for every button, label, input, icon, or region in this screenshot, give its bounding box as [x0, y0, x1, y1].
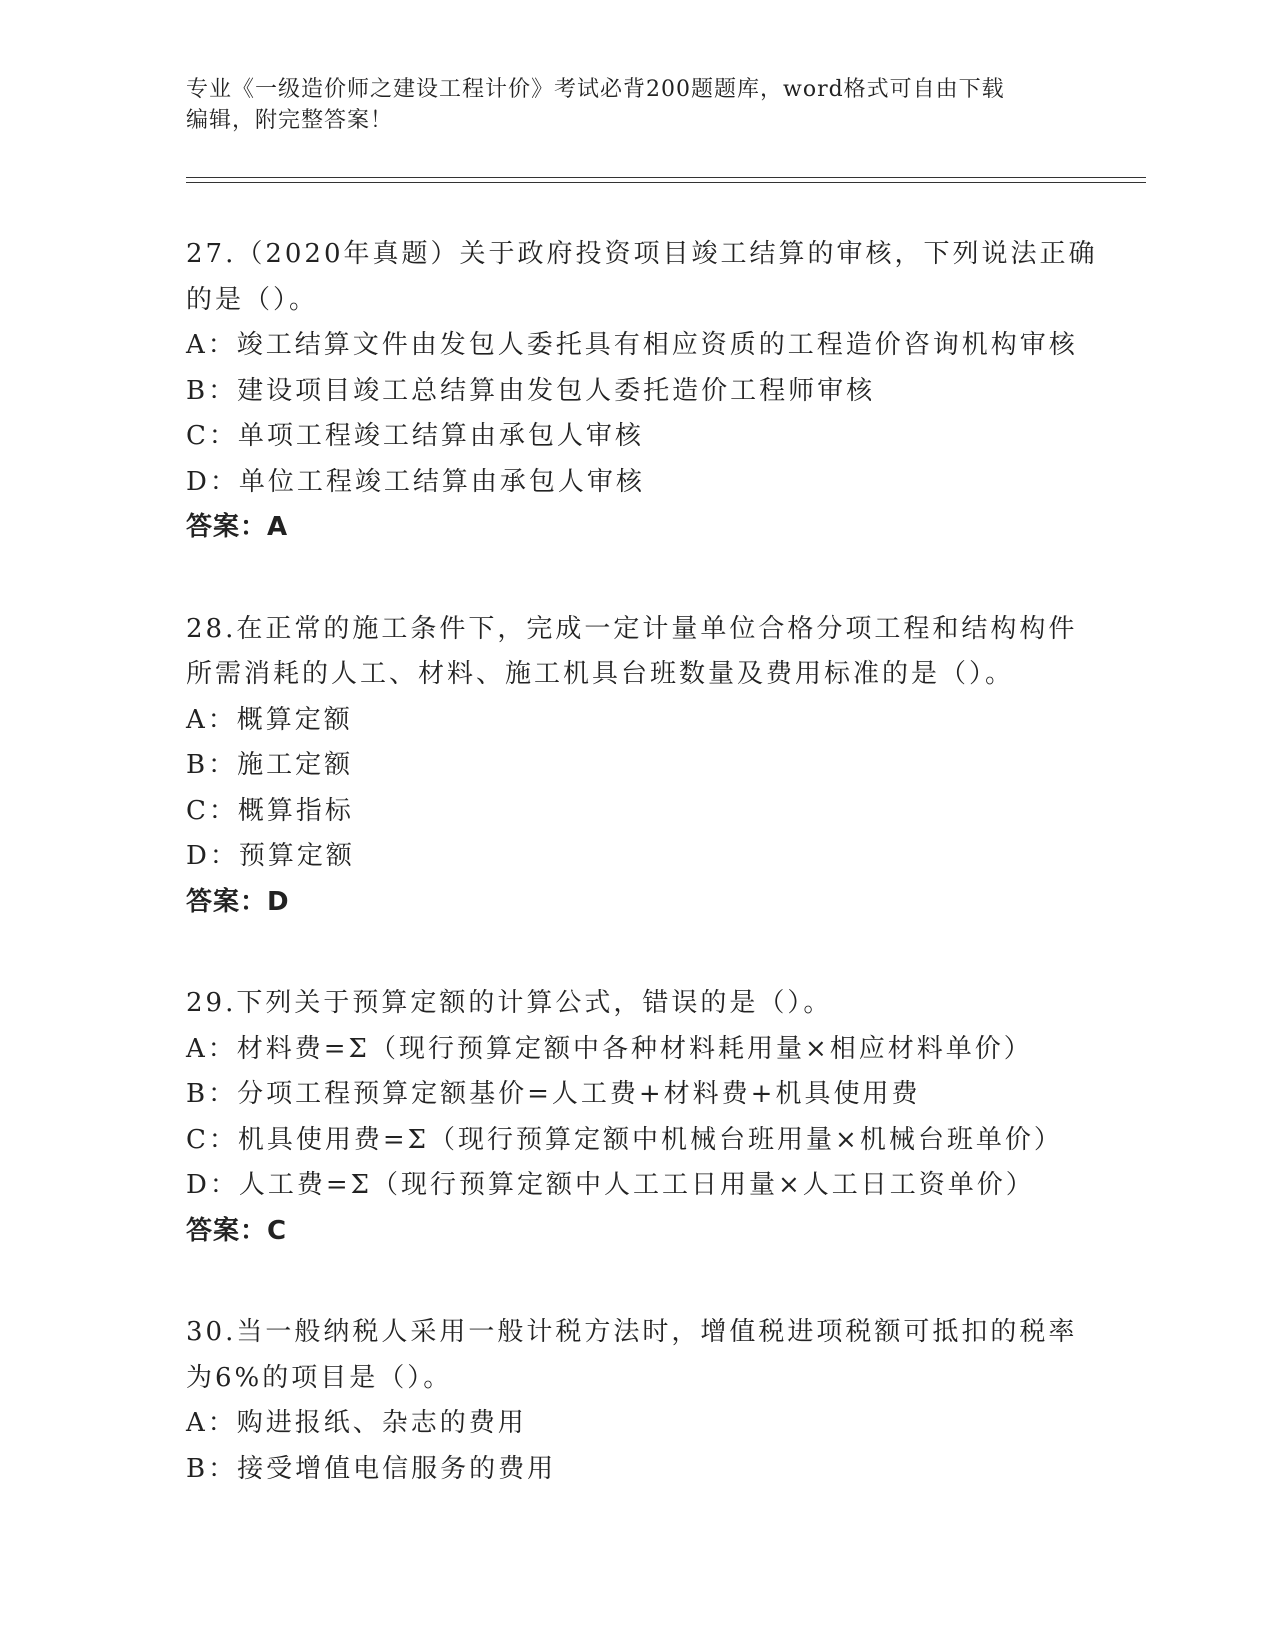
answer-label: 答案：D: [186, 886, 290, 917]
option-a: A：购进报纸、杂志的费用: [186, 1408, 527, 1438]
option-d: D：单位工程竣工结算由承包人审核: [186, 466, 645, 497]
header-text-line-1: 专业《一级造价师之建设工程计价》考试必背200题题库，word格式可自由下载: [186, 77, 1005, 102]
option-c: C：概算指标: [186, 795, 354, 826]
question-stem-line: 30.当一般纳税人采用一般计税方法时，增值税进项税额可抵扣的税率: [186, 1317, 1078, 1347]
option-b: B：分项工程预算定额基价=人工费+材料费+机具使用费: [186, 1079, 921, 1109]
question-30: [186, 1310, 1086, 1492]
option-b: B：施工定额: [186, 750, 354, 780]
question-27: [186, 232, 1098, 551]
option-a: A：概算定额: [186, 704, 353, 735]
option-b: B：接受增值电信服务的费用: [186, 1453, 557, 1484]
question-stem-line: 的是（）。: [186, 284, 319, 315]
question-28: [186, 607, 1086, 926]
document-header: [186, 74, 1086, 136]
question-stem-line: 为6%的项目是（）。: [186, 1362, 453, 1393]
question-stem-line: 所需消耗的人工、材料、施工机具台班数量及费用标准的是（）。: [186, 659, 1015, 689]
option-c: C：单项工程竣工结算由承包人审核: [186, 421, 644, 451]
question-list: [186, 232, 1098, 1492]
header-rule-top: [186, 177, 1146, 178]
option-b: B：建设项目竣工总结算由发包人委托造价工程师审核: [186, 375, 876, 406]
answer-label: 答案：C: [186, 1215, 288, 1246]
header-rule-bottom: [186, 182, 1146, 183]
option-d: D：人工费=Σ（现行预算定额中人工工日用量×人工日工资单价）: [186, 1170, 1035, 1200]
header-text-line-2: 编辑，附完整答案！: [186, 108, 394, 133]
question-stem-line: 27.（2020年真题）关于政府投资项目竣工结算的审核，下列说法正确: [186, 239, 1098, 269]
option-d: D：预算定额: [186, 841, 355, 871]
option-a: A：竣工结算文件由发包人委托具有相应资质的工程造价咨询机构审核: [186, 330, 1078, 360]
question-stem-line: 28.在正常的施工条件下，完成一定计量单位合格分项工程和结构构件: [186, 613, 1078, 644]
option-a: A：材料费=Σ（现行预算定额中各种材料耗用量×相应材料单价）: [186, 1033, 1033, 1064]
answer-label: 答案：A: [186, 512, 289, 542]
option-c: C：机具使用费=Σ（现行预算定额中机械台班用量×机械台班单价）: [186, 1124, 1063, 1155]
question-stem-line: 29.下列关于预算定额的计算公式，错误的是（）。: [186, 988, 833, 1018]
question-29: [186, 981, 1086, 1254]
